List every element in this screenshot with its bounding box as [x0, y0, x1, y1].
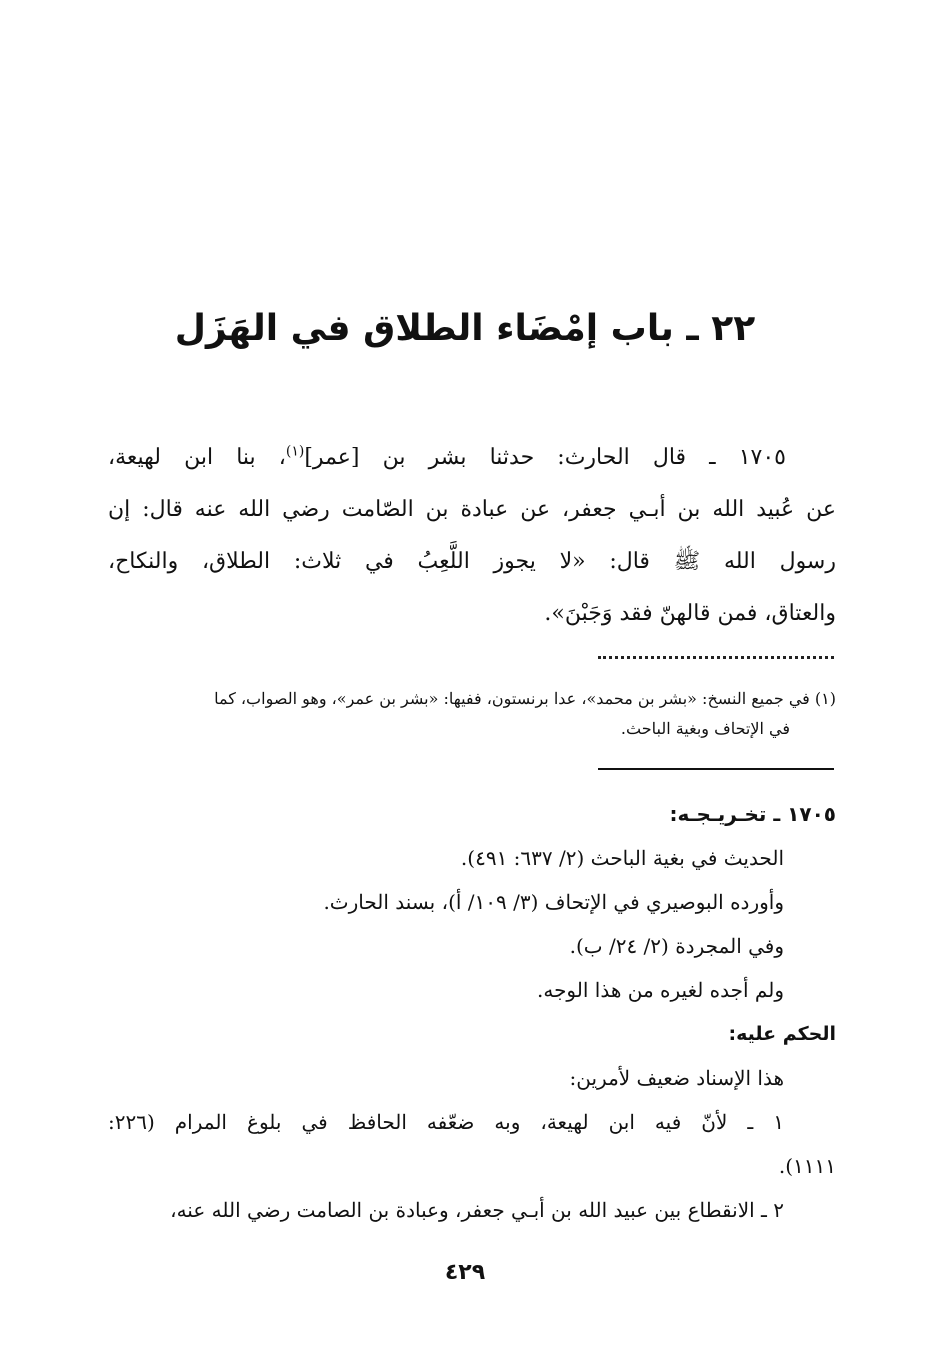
hadith-line-4: والعتاق، فمن قالهنّ فقد وَجَبْنَ».: [544, 601, 836, 626]
footnote: [108, 684, 836, 744]
takhrij-line-3: وفي المجردة (٢/ ٢٤/ ب).: [569, 934, 784, 958]
reason-1-line-1: ١ ـ لأنّ فيه ابن لهيعة، وبه ضعّفه الحافظ في بلوغ المرام (٢٢٦:: [108, 1110, 784, 1134]
hadith-line-1-end: ، بنا ابن لهيعة،: [108, 445, 286, 470]
chapter-title: ٢٢ ـ باب إمْضَاء الطلاق في الهَزَل: [174, 308, 756, 349]
takhrij-line-4: ولم أجده لغيره من هذا الوجه.: [536, 978, 784, 1002]
hadith-line-1-start: ١٧٠٥ ـ قال الحارث: حدثنا بشر بن [عمر]: [304, 445, 786, 470]
section-separator-line: [598, 768, 834, 770]
hadith-text: [108, 432, 836, 640]
hadith-line-1: [108, 432, 836, 484]
reason-2: ٢ ـ الانقطاع بين عبيد الله بن أبـي جعفر، وعبادة بن الصامت رضي الله عنه،: [170, 1198, 784, 1222]
takhrij-line-2: وأورده البوصيري في الإتحاف (٣/ ١٠٩/ أ)، بسند الحارث.: [323, 890, 784, 914]
takhrij-line-1: الحديث في بغية الباحث (٢/ ٦٣٧: ٤٩١).: [460, 846, 784, 870]
page-number: ٤٢٩: [444, 1260, 486, 1285]
ruling-heading: الحكم عليه:: [728, 1023, 836, 1045]
footnote-reference[interactable]: (١): [285, 443, 305, 460]
hadith-line-2: عن عُبيد الله بن أبـي جعفر، عن عبادة بن الصّامت رضي الله عنه قال: إن: [108, 497, 836, 522]
takhrij-section: [108, 792, 836, 1232]
takhrij-heading: ١٧٠٥ ـ تخـريـجـه:: [669, 802, 836, 826]
reason-1-line-2: ١١١١).: [778, 1154, 836, 1178]
footnote-separator-dotted: [598, 656, 834, 659]
footnote-line-1: (١) في جميع النسخ: «بشر بن محمد»، عدا برنستون، ففيها: «بشر بن عمر»، وهو الصواب، كما: [214, 689, 836, 708]
footnote-line-2: في الإتحاف وبغية الباحث.: [620, 719, 790, 738]
hadith-line-3: رسول الله ﷺ قال: «لا يجوز اللَّعِبُ في ثلاث: الطلاق، والنكاح،: [108, 549, 836, 574]
ruling-intro: هذا الإسناد ضعيف لأمرين:: [569, 1066, 784, 1090]
